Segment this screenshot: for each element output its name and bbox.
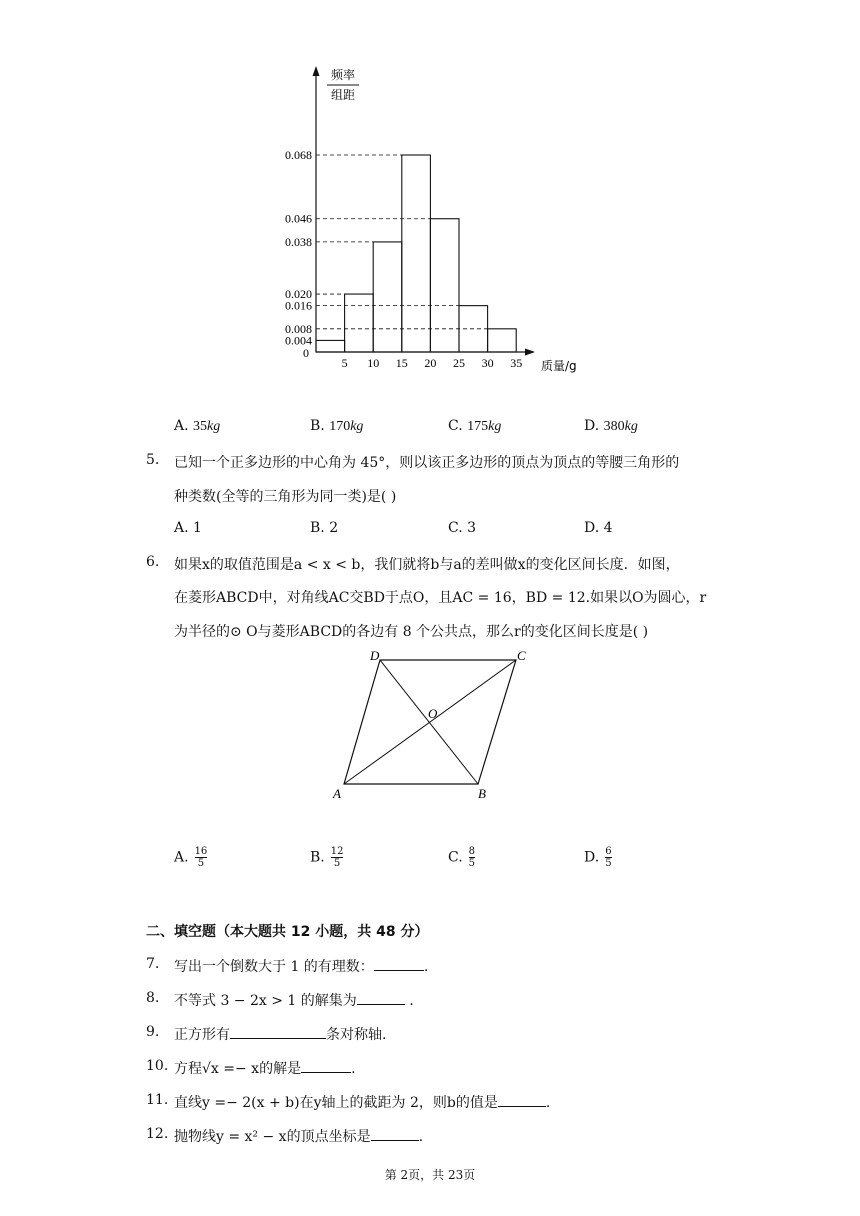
q4-option-d[interactable]: D. 380kg [584,418,638,434]
histogram-chart [0,0,860,400]
q5-number: 5. [146,452,160,468]
q7-line: 写出一个倒数大于 1 的有理数： . [174,959,429,975]
q11-number: 11. [146,1092,169,1108]
diagonal-ac [344,660,516,784]
x-tick-label: 20 [424,356,437,370]
section-heading-fill-blank: 二、填空题（本大题共 12 小题，共 48 分） [146,924,429,940]
x-tick-label: 10 [367,356,380,370]
q6-option-d[interactable]: D. $\frac{6}{5}$ [584,846,612,869]
q12-blank[interactable] [371,1128,419,1141]
y-label-top: 频率 [330,68,356,82]
q10-number: 10. [146,1058,169,1074]
histogram-bar [402,155,431,352]
y-tick-label: 0.046 [285,211,312,226]
x-tick-label: 35 [510,356,523,370]
q12-number: 12. [146,1126,169,1142]
q6-line1: 如果x的取值范围是a < x < b，我们就将b与a的差叫做x的变化区间长度．如图， [174,557,680,573]
vertex-label-a: A [333,786,341,801]
center-label-o: O [428,706,438,721]
y-tick-label: 0.008 [285,321,312,336]
y-tick-label: 0.016 [285,298,312,313]
q4-option-a[interactable]: A. 35kg [174,418,221,434]
y-tick-label: 0.068 [285,148,312,162]
q6-number: 6. [146,554,160,570]
x-axis-arrow [525,349,535,356]
q5-line1: 已知一个正多边形的中心角为 45°，则以该正多边形的顶点为顶点的等腰三角形的 [174,455,680,471]
origin-label: 0 [303,346,309,360]
x-axis-label: 质量/g [541,359,577,373]
histogram-bar [345,294,374,352]
vertex-label-c: C [517,648,526,663]
page-footer: 第 2页，共 23页 [384,1168,476,1182]
q12-line: 抛物线y = x² − x的顶点坐标是 . [174,1129,424,1145]
x-tick-label: 15 [395,356,408,370]
histogram-bar [430,219,459,352]
q6-option-b[interactable]: B. $\frac{12}{5}$ [310,846,344,869]
vertex-label-b: B [478,786,486,801]
x-tick-label: 30 [481,356,494,370]
diagonal-bd [380,660,478,784]
rhombus-figure [320,640,540,810]
q6-line2: 在菱形ABCD中，对角线AC交BD于点O，且AC = 16，BD = 12.如果以O为圆心，r [174,590,707,606]
histogram-bar [488,329,517,352]
q8-number: 8. [146,990,160,1006]
q9-line: 正方形有 条对称轴. [174,1027,387,1043]
x-tick-label: 25 [453,356,465,370]
q7-number: 7. [146,956,160,972]
vertex-label-d: D [370,648,380,663]
q5-option-d[interactable]: D. 4 [584,520,613,536]
q11-line: 直线y =− 2(x + b)在y轴上的截距为 2，则b的值是 . [174,1095,551,1111]
q5-option-b[interactable]: B. 2 [310,520,339,536]
q6-option-a[interactable]: A. $\frac{16}{5}$ [174,846,208,869]
q5-option-a[interactable]: A. 1 [174,520,202,536]
q9-blank[interactable] [230,1026,326,1039]
histogram-bar [316,340,345,352]
q7-blank[interactable] [374,958,424,971]
q5-line2: 种类数(全等的三角形为同一类)是( ) [174,489,397,505]
q8-blank[interactable] [357,992,405,1005]
y-label-bottom: 组距 [330,88,356,102]
q6-option-c[interactable]: C. $\frac{8}{5}$ [448,846,476,869]
q8-line: 不等式 3 − 2x > 1 的解集为 . [174,993,414,1009]
q9-number: 9. [146,1024,160,1040]
y-tick-label: 0.020 [285,287,312,302]
y-tick-label: 0.038 [285,234,312,249]
x-tick-label: 5 [341,356,348,370]
q4-option-b[interactable]: B. 170kg [310,418,364,434]
y-axis-arrow [313,66,320,76]
q10-line: 方程√x =− x的解是 . [174,1061,356,1077]
q5-option-c[interactable]: C. 3 [448,520,477,536]
y-tick-label: 0.004 [285,333,312,348]
q11-blank[interactable] [498,1094,546,1107]
q10-blank[interactable] [301,1060,351,1073]
histogram-bar [373,242,402,352]
q4-option-c[interactable]: C. 175kg [448,418,502,434]
q6-line3: 为半径的⊙ O与菱形ABCD的各边有 8 个公共点，那么r的变化区间长度是( ) [174,624,649,640]
